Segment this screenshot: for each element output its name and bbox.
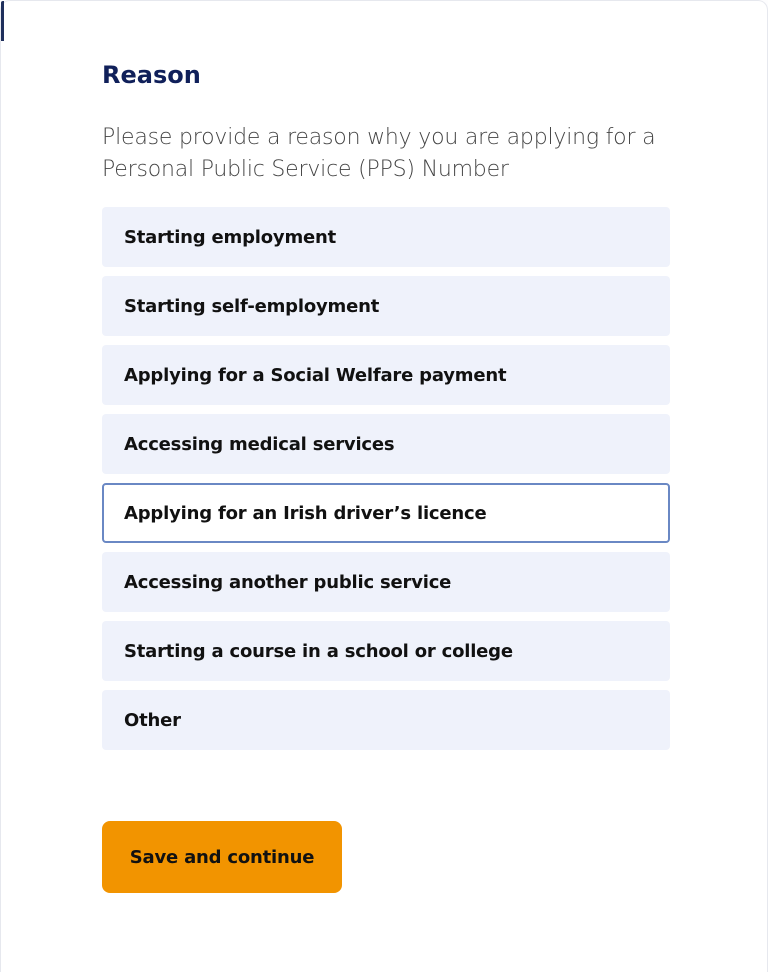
option-starting-self-employment[interactable]: [102, 276, 670, 336]
reason-options-list: [102, 207, 670, 759]
corner-mark: [1, 1, 4, 41]
save-and-continue-button[interactable]: Save and continue: [102, 821, 342, 893]
option-irish-drivers-licence[interactable]: [102, 483, 670, 543]
option-label: Applying for a Social Welfare payment: [124, 364, 507, 386]
option-school-or-college[interactable]: [102, 621, 670, 681]
option-label: Other: [124, 709, 181, 731]
page-hint: Please provide a reason why you are applying for a Personal Public Service (PPS) Number: [102, 125, 656, 182]
option-medical-services[interactable]: [102, 414, 670, 474]
option-label: Accessing medical services: [124, 433, 395, 455]
option-social-welfare-payment[interactable]: [102, 345, 670, 405]
option-label: Applying for an Irish driver’s licence: [124, 502, 487, 524]
option-label: Starting a course in a school or college: [124, 640, 513, 662]
option-label: Starting employment: [124, 226, 337, 248]
option-label: Starting self-employment: [124, 295, 380, 317]
page-title: Reason: [102, 61, 201, 89]
option-another-public-service[interactable]: [102, 552, 670, 612]
option-starting-employment[interactable]: [102, 207, 670, 267]
option-other[interactable]: [102, 690, 670, 750]
option-label: Accessing another public service: [124, 571, 452, 593]
